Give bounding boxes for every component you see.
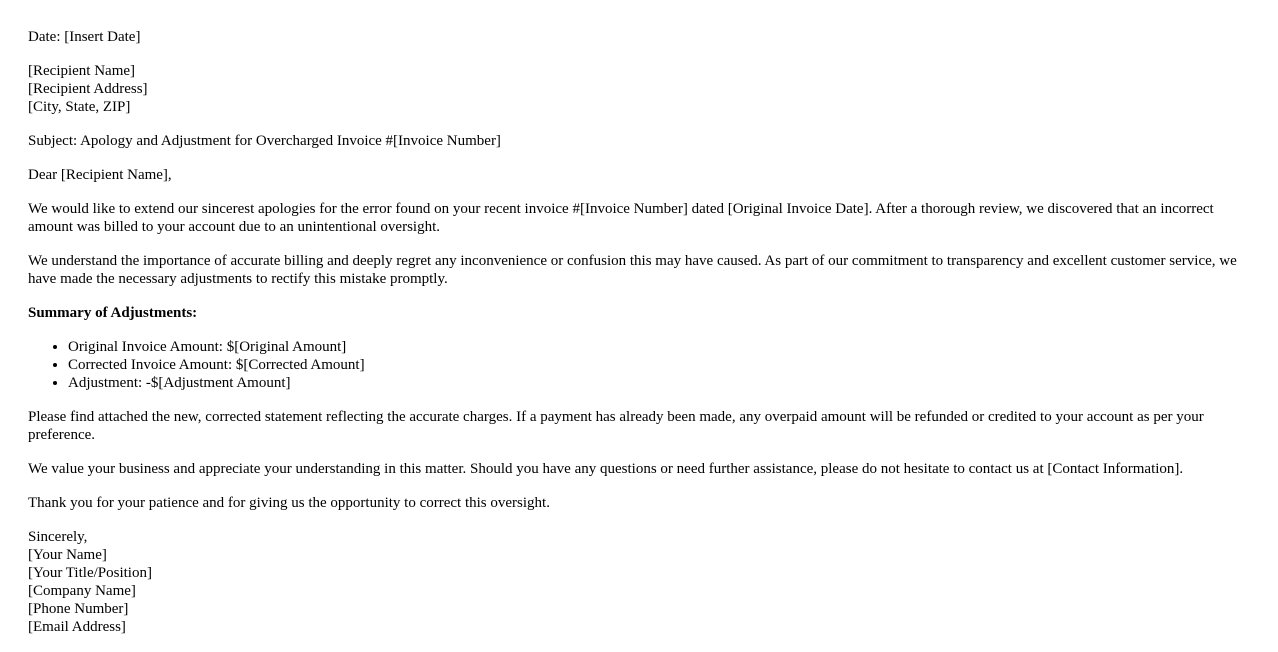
subject-line: Subject: Apology and Adjustment for Overcharged Invoice #[Invoice Number] (28, 133, 501, 149)
paragraph-thanks: Thank you for your patience and for giving us the opportunity to correct this oversight. (28, 495, 550, 511)
signoff-title: [Your Title/Position] (28, 565, 152, 581)
summary-heading: Summary of Adjustments: (28, 305, 198, 321)
signoff-company: [Company Name] (28, 583, 136, 599)
recipient-block (28, 62, 1258, 116)
summary-list (28, 338, 1258, 392)
summary-item-adjustment: • Adjustment: -$[Adjustment Amount] (68, 374, 1258, 392)
signoff-closing: Sincerely, (28, 529, 88, 545)
letter-body (28, 28, 1258, 652)
recipient-address: [Recipient Address] (28, 81, 148, 97)
paragraph-contact: We value your business and appreciate your understanding in this matter. Should you have any questions or need further assistance, please do not hesitate to contact us at [Contact Information]. (28, 461, 1184, 477)
signoff-name: [Your Name] (28, 547, 107, 563)
paragraph-commitment: We understand the importance of accurate billing and deeply regret any inconvenience or confusion this may have caused. As part of our commitment to transparency and excellent customer service, we have made the necessary adjustments to rectify this mistake promptly. (28, 253, 1237, 287)
recipient-name: [Recipient Name] (28, 63, 136, 79)
recipient-city-state-zip: [City, State, ZIP] (28, 99, 131, 115)
signature-block (28, 528, 1258, 636)
summary-item-corrected: • Corrected Invoice Amount: $[Corrected Amount] (68, 356, 1258, 374)
summary-item-original: • Original Invoice Amount: $[Original Amount] (68, 338, 1258, 356)
signoff-email: [Email Address] (28, 619, 126, 635)
signoff-phone: [Phone Number] (28, 601, 129, 617)
date-line: Date: [Insert Date] (28, 29, 141, 45)
paragraph-attachment: Please find attached the new, corrected statement reflecting the accurate charges. If a payment has already been made, any overpaid amount will be refunded or credited to your account as per your preference. (28, 409, 1204, 443)
salutation: Dear [Recipient Name], (28, 167, 172, 183)
paragraph-apology: We would like to extend our sincerest apologies for the error found on your recent invoice #[Invoice Number] dated [Original Invoice Date]. After a thorough review, we discovered that an incorrect amount was billed to your account due to an unintentional oversight. (28, 201, 1214, 235)
